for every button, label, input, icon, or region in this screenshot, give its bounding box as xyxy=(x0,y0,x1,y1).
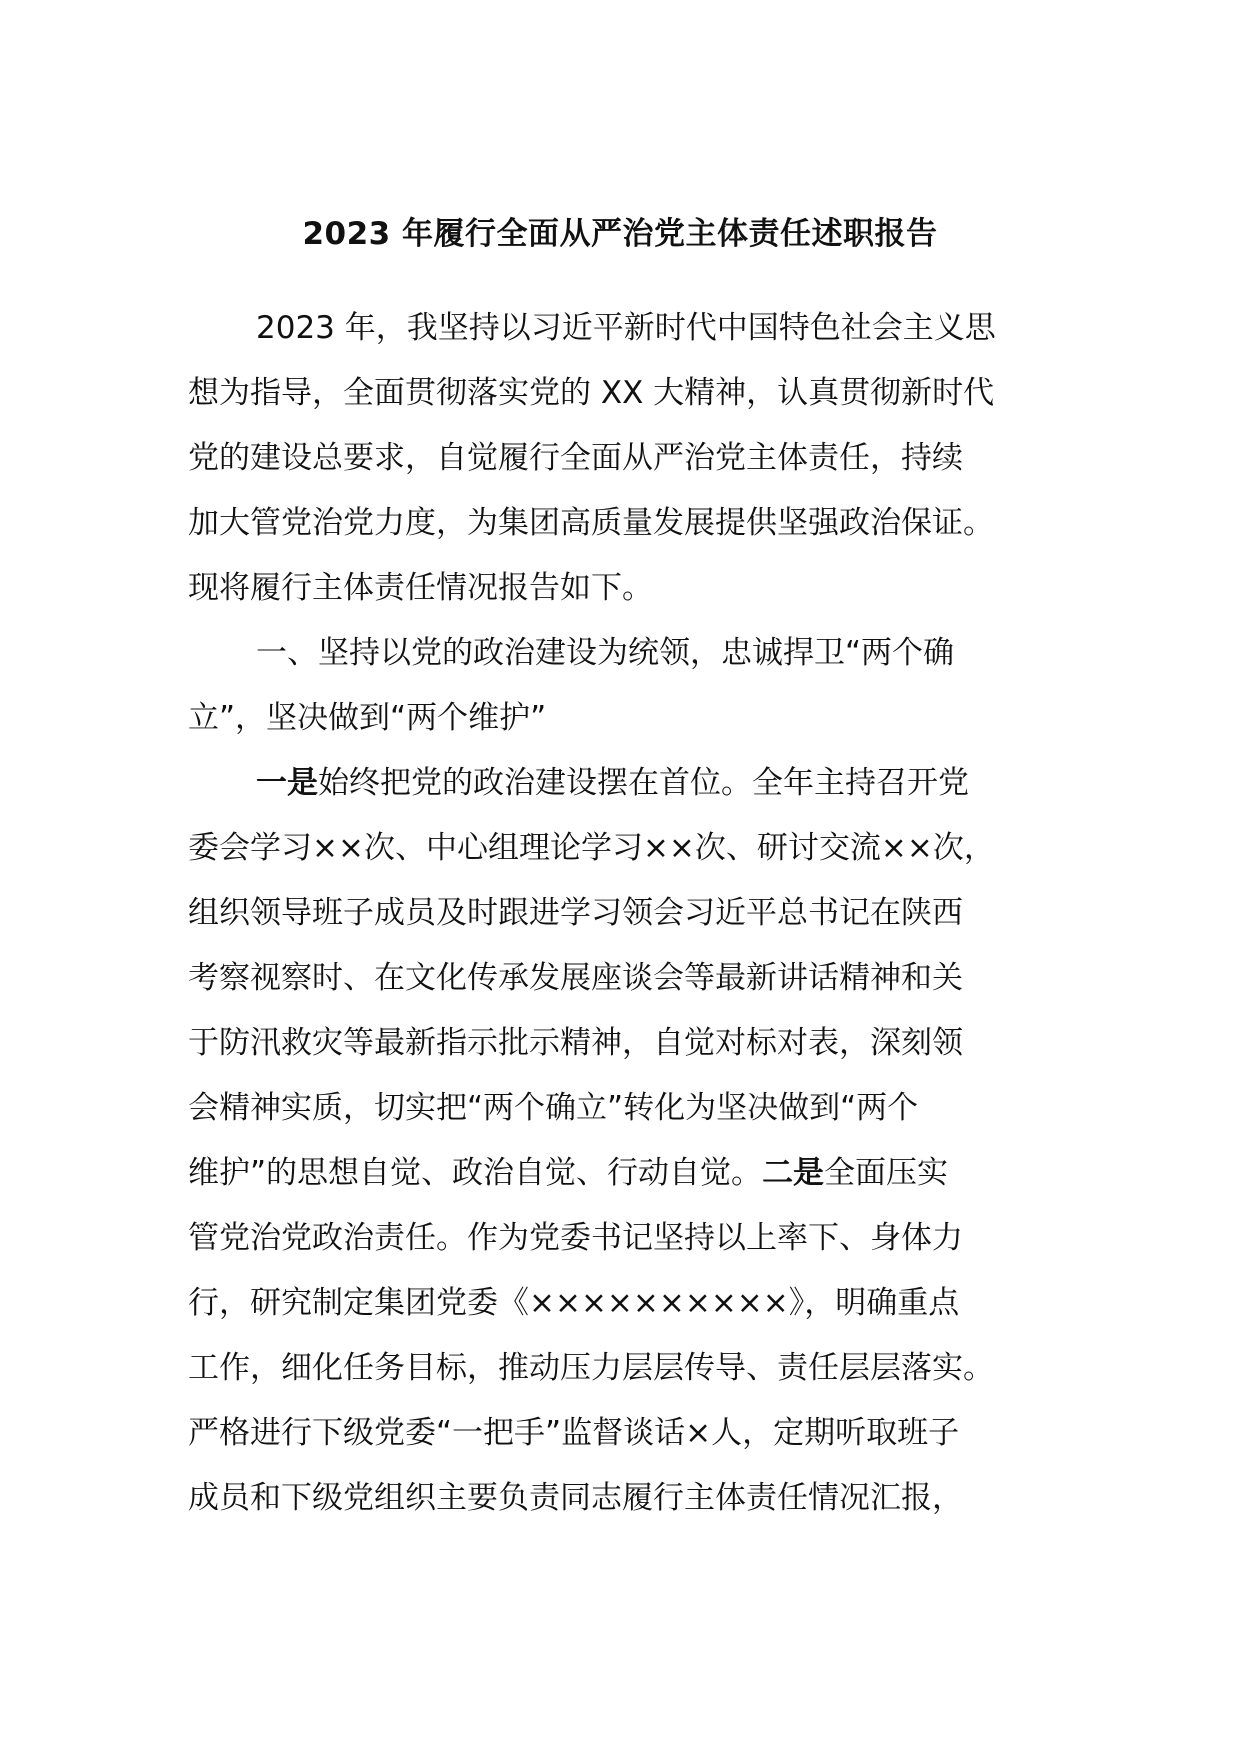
body-text-segment: 委会学习××次、中心组理论学习××次、研讨交流××次， xyxy=(188,830,995,866)
body-text-segment: 2023 年，我坚持以习近平新时代中国特色社会主义思 xyxy=(256,310,996,346)
body-line xyxy=(188,686,1054,751)
body-text-segment: 一、坚持以党的政治建设为统领，忠诚捍卫“两个确 xyxy=(256,635,955,671)
body-text-segment: 工作，细化任务目标，推动压力层层传导、责任层层落实。 xyxy=(188,1350,994,1386)
body-line xyxy=(188,1401,1054,1466)
body-line xyxy=(188,751,1054,816)
body-line xyxy=(188,816,1054,881)
bold-lead-text: 二是 xyxy=(762,1155,825,1191)
body-text-segment: 考察视察时、在文化传承发展座谈会等最新讲话精神和关 xyxy=(188,960,963,996)
body-line xyxy=(188,1206,1054,1271)
body-text-segment: 会精神实质，切实把“两个确立”转化为坚决做到“两个 xyxy=(188,1090,919,1126)
body-line xyxy=(188,361,1054,426)
body-text-segment: 维护”的思想自觉、政治自觉、行动自觉。 xyxy=(188,1155,763,1191)
body-text-segment: 管党治党政治责任。作为党委书记坚持以上率下、身体力 xyxy=(188,1220,963,1256)
body-line xyxy=(188,1336,1054,1401)
body-text-segment: 立”，坚决做到“两个维护” xyxy=(188,700,547,736)
body-line xyxy=(188,946,1054,1011)
body-text-segment: 想为指导，全面贯彻落实党的 XX 大精神，认真贯彻新时代 xyxy=(188,375,995,411)
body-text-segment: 成员和下级党组织主要负责同志履行主体责任情况汇报， xyxy=(188,1480,963,1516)
body-text-segment: 全面压实 xyxy=(824,1155,949,1191)
body-line xyxy=(188,1271,1054,1336)
body-text-segment: 加大管党治党力度，为集团高质量发展提供坚强政治保证。 xyxy=(188,505,994,541)
body-text-segment: 于防汛救灾等最新指示批示精神，自觉对标对表，深刻领 xyxy=(188,1025,963,1061)
body-line xyxy=(188,556,1054,621)
body-line xyxy=(188,426,1054,491)
bold-lead-text: 一是 xyxy=(256,765,318,801)
document-title: 2023 年履行全面从严治党主体责任述职报告 xyxy=(302,216,938,252)
body-line xyxy=(188,881,1054,946)
body-line xyxy=(188,1076,1054,1141)
document-body xyxy=(188,296,1054,1531)
body-line xyxy=(188,1141,1054,1206)
body-text-segment: 行，研究制定集团党委《××××××××××》，明确重点 xyxy=(188,1285,960,1321)
body-text-segment: 严格进行下级党委“一把手”监督谈话×人，定期听取班子 xyxy=(188,1415,960,1451)
body-line xyxy=(188,1011,1054,1076)
body-line xyxy=(188,296,1054,361)
body-text-segment: 始终把党的政治建设摆在首位。全年主持召开党 xyxy=(318,765,969,801)
body-line xyxy=(188,1466,1054,1531)
body-line xyxy=(188,491,1054,556)
body-text-segment: 组织领导班子成员及时跟进学习领会习近平总书记在陕西 xyxy=(188,895,963,931)
body-text-segment: 党的建设总要求，自觉履行全面从严治党主体责任，持续 xyxy=(188,440,963,476)
body-text-segment: 现将履行主体责任情况报告如下。 xyxy=(188,570,653,606)
body-line xyxy=(188,621,1054,686)
